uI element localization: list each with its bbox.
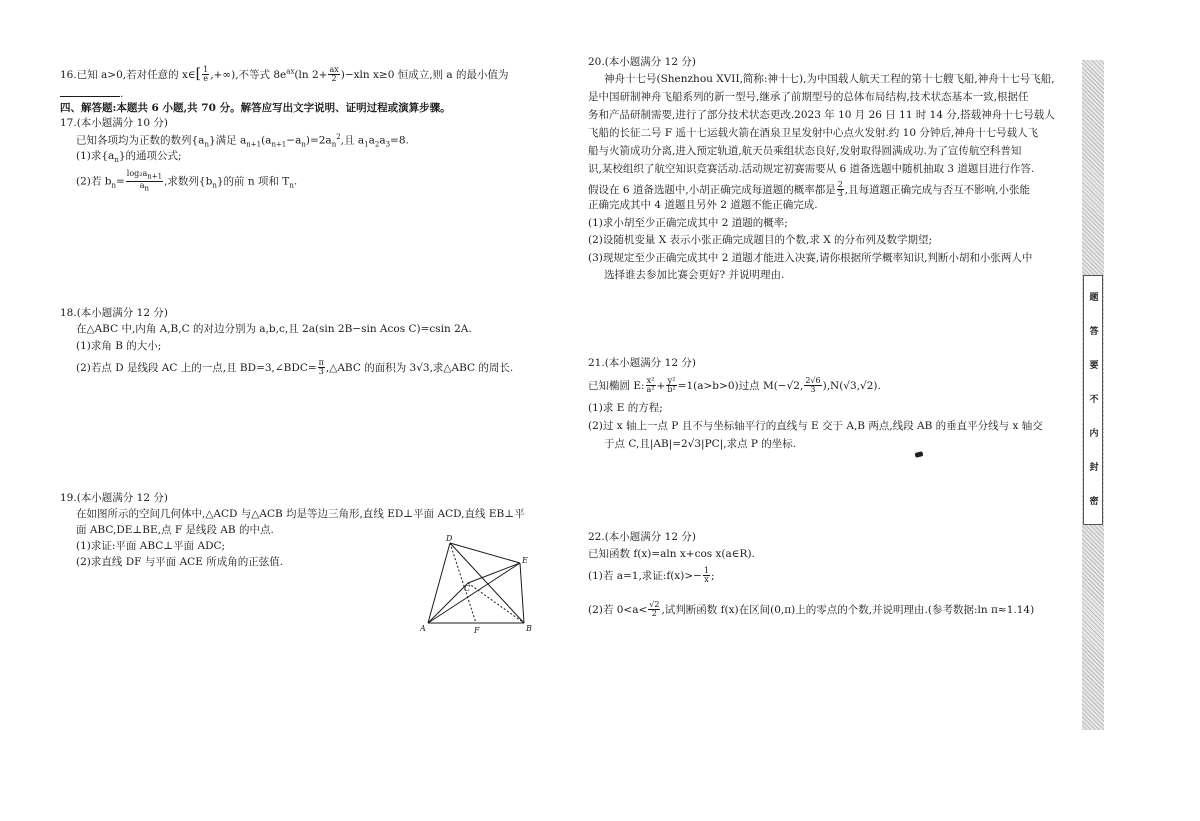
edge-CB: [468, 583, 524, 623]
label-D: D: [446, 535, 453, 543]
ink-smudge: [914, 451, 923, 458]
question-18-head: 18.(本小题满分 12 分): [60, 307, 168, 319]
fraction: $\frac{\text{x²}}{\text{a²}}$: [646, 376, 655, 395]
edge-DE: [450, 543, 520, 563]
label-C: C: [464, 584, 471, 593]
question-20-line-8: 正确完成其中 4 道题且另外 2 道题不能正确完成.: [588, 199, 818, 211]
question-20-line-1: 神舟十七号(Shenzhou XVII,简称:神十七),为中国载人航天工程的第十七艘飞船,神舟十七号飞船,: [604, 73, 1055, 85]
question-20-head: 20.(本小题满分 12 分): [588, 56, 696, 68]
fraction: $\frac{ax}{2}$: [329, 65, 339, 84]
label-B: B: [526, 624, 532, 633]
edge-DF: [450, 543, 476, 623]
question-21-part2: (2)过 x 轴上一点 P 且不与坐标轴平行的直线与 E 交于 A,B 两点,线段 AB 的垂直平分线与 x 轴交: [588, 420, 1043, 432]
question-21-head: 21.(本小题满分 12 分): [588, 357, 696, 369]
question-19-part1: (1)求证:平面 ABC⊥平面 ADC;: [76, 540, 226, 552]
question-20-line-2: 是中国研制神舟飞船系列的新一型号,继承了前期型号的总体布局结构,技术状态基本一致,根据任: [588, 91, 1029, 103]
question-21-stem: 已知椭圆 E: $\frac{\text{x²}}{\text{a²}}$ + $\frac{\text{y²}}{\text{b²}}$ =1(a>b>0)过点 M(−√2, $\frac{2√6}{3}$ ),N(√3,√2).: [588, 376, 881, 395]
question-22-head: 22.(本小题满分 12 分): [588, 531, 696, 543]
question-17-part1: (1)求$\{a_n\}$的通项公式;: [76, 150, 182, 165]
question-18-stem: 在△ABC 中,内角 A,B,C 的对边分别为 a,b,c,且 2a(sin 2B−sin Acos C)=csin 2A.: [76, 323, 472, 335]
fraction: $\frac{\text{y²}}{\text{b²}}$: [667, 376, 676, 395]
edge-DB: [450, 543, 524, 623]
question-16: 16.已知 a>0,若对任意的 x∈[ $\frac{1}{e}$ ,+∞),不等式 $8e^{ax}(\ln$ 2+ $\frac{ax}{2}$ )−xln x≥0 恒成立,则 a 的最小值为: [60, 65, 509, 84]
question-20-line-3: 务和产品研制需要,进行了部分技术状态更改.2023 年 10 月 26 日 11 时 14 分,搭载神舟十七号载人: [588, 109, 1055, 121]
seal-char: 要: [1089, 361, 1099, 371]
question-17-stem: 已知各项均为正数的数列$\{a_n\}$满足 $a_{n+1}(a_{n+1}-a_n)=2a_n^2$,且 $a_1a_2a_3=8$.: [76, 133, 409, 149]
question-21-part1: (1)求 E 的方程;: [588, 402, 663, 414]
fraction: $\frac{2√6}{3}$: [805, 376, 821, 395]
label-F: F: [474, 626, 480, 635]
edge-EB: [520, 563, 524, 623]
question-17-head: 17.(本小题满分 10 分): [60, 117, 168, 129]
question-20-line-4: 飞船的长征二号 F 遥十七运载火箭在酒泉卫星发射中心点火发射.约 10 分钟后,神舟十七号载人飞: [588, 127, 1039, 139]
question-19-stem-2: 面 ABC,DE⊥BE,点 F 是线段 AB 的中点.: [76, 524, 274, 536]
fraction: $\frac{√2}{2}$: [649, 600, 660, 619]
question-18-part1: (1)求角 B 的大小;: [76, 340, 162, 352]
fraction: $\frac{\log_2a_{n+1}}{a_n}$: [126, 169, 163, 193]
seal-char: 题: [1089, 293, 1099, 303]
geometry-figure: [420, 535, 540, 635]
question-20-line-5: 船与火箭成功分离,进入预定轨道,航天员乘组状态良好,发射取得圆满成功.为了宣传航空科普知: [588, 145, 1022, 157]
question-17-part2: (2)若 $b_n=$ $\frac{\log_2a_{n+1}}{a_n}$ ,求数列$\{b_n\}$的前 n 项和 $T_n$.: [76, 169, 298, 193]
question-20-part3-cont: 选择谁去参加比赛会更好? 并说明理由.: [604, 269, 785, 281]
seal-char: 密: [1089, 497, 1099, 507]
fraction: $\frac{1}{e}$: [203, 65, 209, 84]
question-22-part1: (1)若 a=1,求证:f(x)>− $\frac{1}{x}$ ;: [588, 566, 715, 585]
question-20-line-7: 假设在 6 道备选题中,小胡正确完成每道题的概率都是 $\frac{2}{3}$ ,且每道题正确完成与否互不影响,小张能: [588, 180, 1030, 199]
fraction: $\frac{1}{x}$: [703, 566, 710, 585]
question-20-part1: (1)求小胡至少正确完成其中 2 道题的概率;: [588, 217, 788, 229]
question-20-line-6: 识,某校组织了航空知识竞赛活动.活动规定初赛需要从 6 道备选题中随机抽取 3 道题目进行作答.: [588, 163, 1035, 175]
question-22-part2: (2)若 0<a< $\frac{√2}{2}$ ,试判断函数 f(x)在区间(0,π)上的零点的个数,并说明理由.(参考数据:ln π≈1.14): [588, 600, 1035, 619]
question-20-part3: (3)现规定至少正确完成其中 2 道题才能进入决赛,请你根据所学概率知识,判断小胡和小张两人中: [588, 252, 1033, 264]
section-heading: 四、解答题:本题共 6 小题,共 70 分。解答应写出文字说明、证明过程或演算步骤。: [60, 102, 451, 114]
fraction: $\frac{\pi}{3}$: [318, 358, 324, 377]
seal-char: 答: [1089, 327, 1099, 337]
seal-line-notice: [1083, 275, 1103, 525]
label-A: A: [420, 624, 426, 633]
question-19-stem-1: 在如图所示的空间几何体中,△ACD 与△ACB 均是等边三角形,直线 ED⊥平面 ACD,直线 EB⊥平: [76, 508, 525, 520]
label-E: E: [522, 556, 528, 565]
question-18-part2: (2)若点 D 是线段 AC 上的一点,且 BD=3,∠BDC= $\frac{\pi}{3}$ ,△ABC 的面积为 3√3,求△ABC 的周长.: [76, 358, 514, 377]
answer-blank-16: .: [60, 88, 123, 100]
question-19-head: 19.(本小题满分 12 分): [60, 492, 168, 504]
seal-char: 封: [1089, 463, 1099, 473]
question-21-part2-cont: 于点 C,且|AB|=2√3|PC|,求点 P 的坐标.: [604, 438, 797, 450]
question-19-part2: (2)求直线 DF 与平面 ACE 所成角的正弦值.: [76, 556, 284, 568]
fraction: $\frac{2}{3}$: [837, 180, 843, 199]
seal-char: 不: [1089, 395, 1099, 405]
question-20-part2: (2)设随机变量 X 表示小张正确完成题目的个数,求 X 的分布列及数学期望;: [588, 234, 933, 246]
seal-char: 内: [1089, 429, 1099, 439]
question-22-stem: 已知函数 f(x)=aln x+cos x(a∈R).: [588, 548, 755, 560]
